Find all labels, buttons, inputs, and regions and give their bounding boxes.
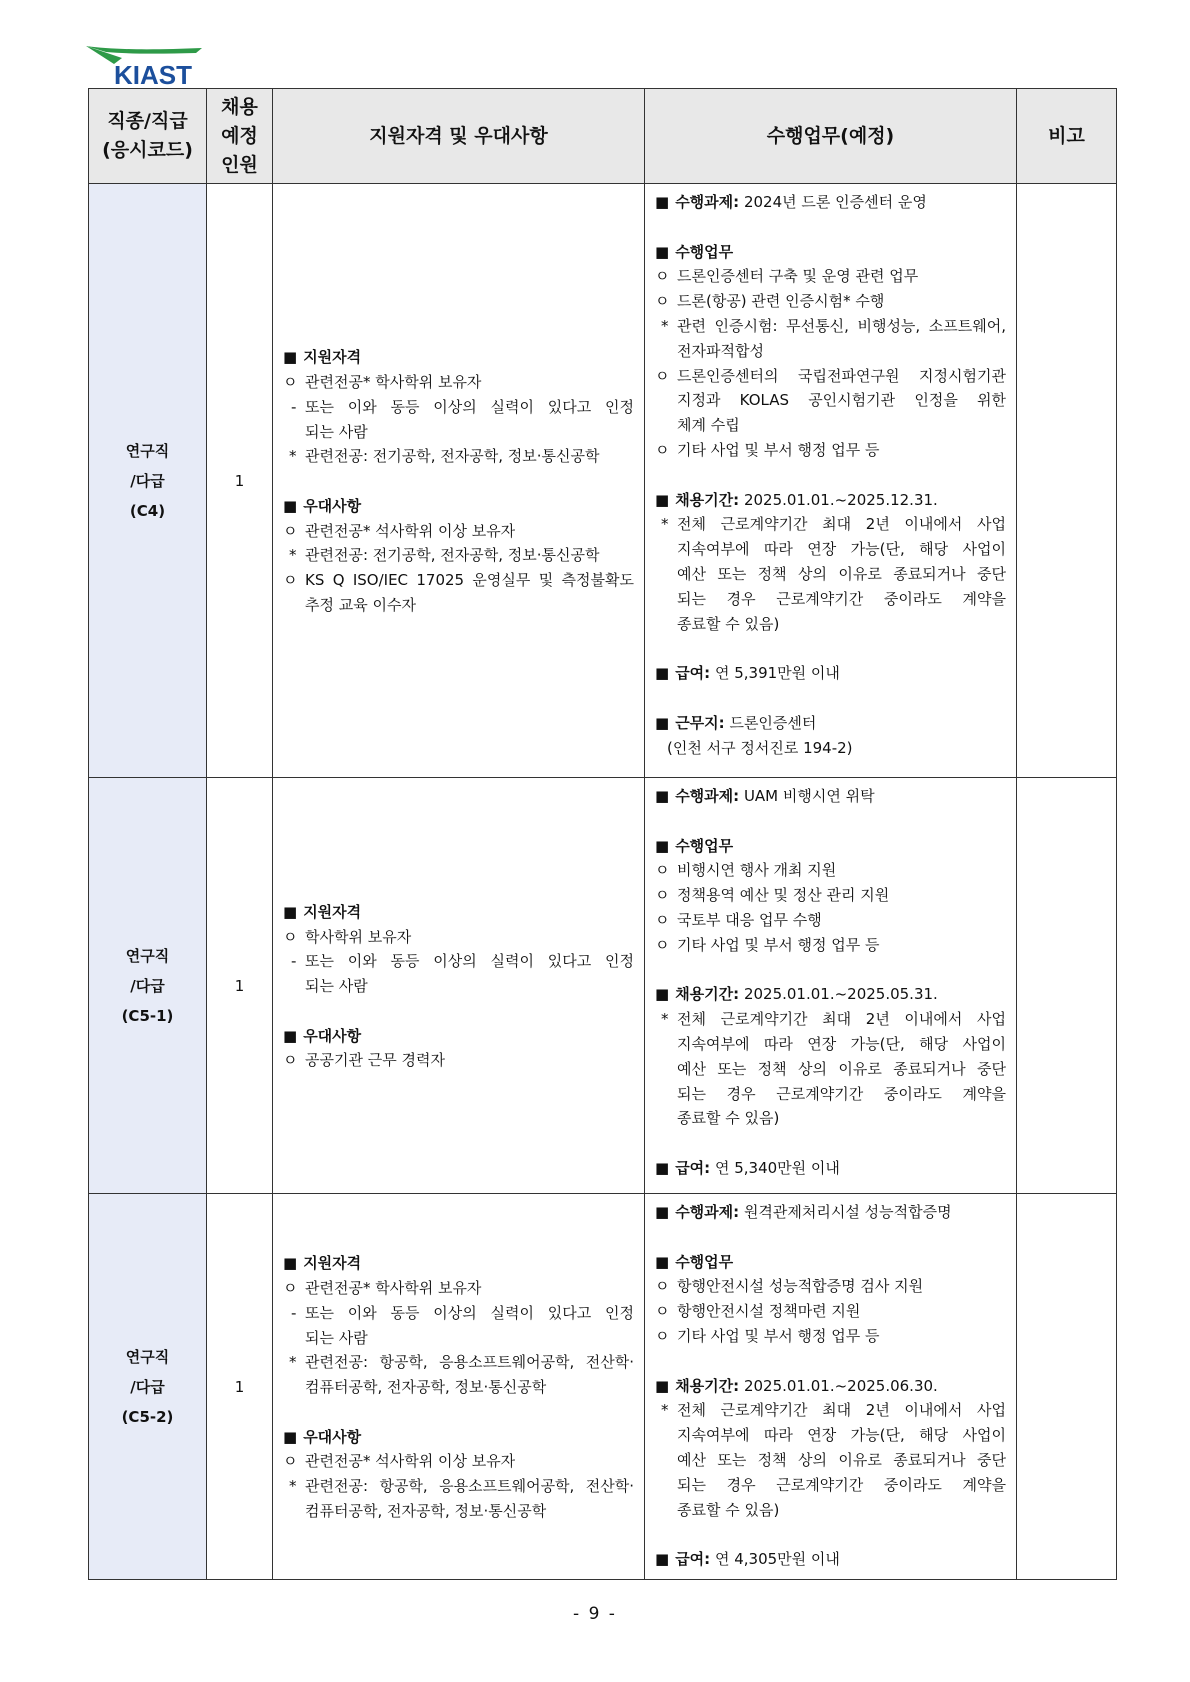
list-item-continued: 체계 수립 bbox=[677, 416, 740, 435]
square-bullet-icon: ■ bbox=[283, 1254, 298, 1273]
pay-line: ■ 급여: 연 5,340만원 이내 bbox=[655, 1158, 840, 1177]
period-note-continued: 종료할 수 있음) bbox=[677, 614, 780, 633]
job-table bbox=[88, 88, 1117, 1580]
application-code: (C5-1) bbox=[121, 1006, 174, 1025]
application-code: (C5-2) bbox=[121, 1407, 174, 1426]
list-item: 국토부 대응 업무 수행 bbox=[677, 910, 822, 929]
list-item-continued: 되는 사람 bbox=[305, 422, 368, 441]
list-item: 관련전공* 학사학위 보유자 bbox=[305, 372, 482, 391]
kiast-logo bbox=[84, 44, 204, 86]
position-code-cell bbox=[89, 1194, 207, 1580]
list-note-continued: 컴퓨터공학, 전자공학, 정보·통신공학 bbox=[305, 1378, 547, 1397]
dash-bullet-icon: - bbox=[291, 952, 297, 971]
list-item: 드론(항공) 관련 인증시험* 수행 bbox=[677, 292, 885, 311]
list-item-continued: 추정 교육 이수자 bbox=[305, 596, 416, 615]
asterisk-icon: * bbox=[661, 316, 669, 335]
square-bullet-icon: ■ bbox=[655, 242, 670, 261]
list-item: 또는 이와 동등 이상의 실력이 있다고 인정 bbox=[305, 397, 634, 416]
list-item: 비행시연 행사 개최 지원 bbox=[677, 861, 837, 880]
period-note: 전체 근로계약기간 최대 2년 이내에서 사업 bbox=[677, 1401, 1006, 1420]
period-note-continued: 되는 경우 근로계약기간 중이라도 계약을 bbox=[677, 1084, 1006, 1103]
header-duties: 수행업무(예정) bbox=[645, 89, 1017, 184]
qualifications-cell bbox=[273, 778, 645, 1194]
square-bullet-icon: ■ bbox=[283, 496, 298, 515]
position-code-cell bbox=[89, 184, 207, 778]
remarks-cell bbox=[1017, 778, 1117, 1194]
header-headcount-2: 예정 bbox=[221, 124, 258, 147]
task-line: ■ 수행과제: 2024년 드론 인증센터 운영 bbox=[655, 193, 927, 211]
list-item: 학사학위 보유자 bbox=[305, 927, 412, 946]
section-heading: ■ 지원자격 bbox=[283, 902, 362, 921]
period-note-continued: 예산 또는 정책 상의 이유로 종료되거나 중단 bbox=[677, 564, 1006, 583]
section-heading: ■ 지원자격 bbox=[283, 348, 362, 367]
circle-bullet-icon: ㅇ bbox=[655, 292, 670, 311]
asterisk-icon: * bbox=[289, 546, 297, 565]
header-remarks: 비고 bbox=[1017, 89, 1117, 184]
list-item: 기타 사업 및 부서 행정 업무 등 bbox=[677, 1326, 880, 1345]
list-item-continued: 되는 사람 bbox=[305, 1328, 368, 1347]
header-headcount-1: 채용 bbox=[221, 95, 258, 118]
remarks-cell bbox=[1017, 1194, 1117, 1580]
position-name: 연구직 bbox=[125, 946, 170, 965]
asterisk-icon: * bbox=[289, 1353, 297, 1372]
circle-bullet-icon: ㅇ bbox=[655, 910, 670, 929]
circle-bullet-icon: ㅇ bbox=[283, 1452, 298, 1471]
list-note-continued: 컴퓨터공학, 전자공학, 정보·통신공학 bbox=[305, 1502, 547, 1521]
period-note-continued: 지속여부에 따라 연장 가능(단, 해당 사업이 bbox=[677, 1426, 1006, 1445]
circle-bullet-icon: ㅇ bbox=[655, 1302, 670, 1321]
list-item: 또는 이와 동등 이상의 실력이 있다고 인정 bbox=[305, 1303, 634, 1322]
period-line: ■ 채용기간: 2025.01.01.~2025.05.31. bbox=[655, 985, 938, 1004]
list-item: 관련전공* 학사학위 보유자 bbox=[305, 1278, 482, 1297]
list-item: 기타 사업 및 부서 행정 업무 등 bbox=[677, 935, 880, 954]
application-code: (C4) bbox=[129, 501, 166, 520]
list-item-continued: 지정과 KOLAS 공인시험기관 인정을 위한 bbox=[677, 391, 1006, 410]
circle-bullet-icon: ㅇ bbox=[283, 1051, 298, 1070]
table-header-row bbox=[89, 89, 1117, 184]
header-position: 직종/직급 bbox=[107, 110, 188, 132]
kiast-logo-mark bbox=[84, 44, 204, 86]
duties-cell bbox=[645, 1194, 1017, 1580]
square-bullet-icon: ■ bbox=[655, 1550, 670, 1569]
square-bullet-icon: ■ bbox=[655, 1203, 670, 1221]
square-bullet-icon: ■ bbox=[655, 1252, 670, 1271]
circle-bullet-icon: ㅇ bbox=[283, 1278, 298, 1297]
qualifications-cell bbox=[273, 184, 645, 778]
list-note: 관련전공: 전기공학, 전자공학, 정보·통신공학 bbox=[305, 447, 600, 466]
circle-bullet-icon: ㅇ bbox=[283, 372, 298, 391]
period-note-continued: 예산 또는 정책 상의 이유로 종료되거나 중단 bbox=[677, 1059, 1006, 1078]
asterisk-icon: * bbox=[661, 1010, 669, 1029]
dash-bullet-icon: - bbox=[291, 1303, 297, 1322]
section-heading: ■ 지원자격 bbox=[283, 1254, 362, 1273]
header-position-code bbox=[89, 89, 207, 184]
period-note: 전체 근로계약기간 최대 2년 이내에서 사업 bbox=[677, 515, 1006, 534]
square-bullet-icon: ■ bbox=[283, 1026, 298, 1045]
position-name: 연구직 bbox=[125, 1347, 170, 1366]
asterisk-icon: * bbox=[289, 1477, 297, 1496]
square-bullet-icon: ■ bbox=[655, 787, 670, 805]
page-number: - 9 - bbox=[573, 1604, 617, 1624]
list-item: 항행안전시설 성능적합증명 검사 지원 bbox=[677, 1277, 924, 1296]
table-row bbox=[89, 184, 1117, 778]
asterisk-icon: * bbox=[661, 515, 669, 534]
square-bullet-icon: ■ bbox=[283, 348, 298, 367]
period-note-continued: 지속여부에 따라 연장 가능(단, 해당 사업이 bbox=[677, 540, 1006, 559]
period-note-continued: 종료할 수 있음) bbox=[677, 1109, 780, 1128]
circle-bullet-icon: ㅇ bbox=[283, 571, 298, 590]
square-bullet-icon: ■ bbox=[655, 664, 670, 683]
period-note: 전체 근로계약기간 최대 2년 이내에서 사업 bbox=[677, 1010, 1006, 1029]
list-item: KS Q ISO/IEC 17025 운영실무 및 측정불확도 bbox=[305, 571, 634, 590]
position-name: 연구직 bbox=[125, 441, 170, 460]
circle-bullet-icon: ㅇ bbox=[283, 927, 298, 946]
period-line: ■ 채용기간: 2025.01.01.~2025.12.31. bbox=[655, 490, 938, 509]
header-headcount bbox=[207, 89, 273, 184]
circle-bullet-icon: ㅇ bbox=[655, 267, 670, 286]
list-item: 드론인증센터 구축 및 운영 관련 업무 bbox=[677, 267, 919, 286]
task-line: ■ 수행과제: UAM 비행시연 위탁 bbox=[655, 787, 875, 805]
list-item: 항행안전시설 정책마련 지원 bbox=[677, 1302, 861, 1321]
period-note-continued: 지속여부에 따라 연장 가능(단, 해당 사업이 bbox=[677, 1034, 1006, 1053]
table-row bbox=[89, 1194, 1117, 1580]
section-heading: ■ 수행업무 bbox=[655, 242, 734, 261]
circle-bullet-icon: ㅇ bbox=[655, 366, 670, 385]
circle-bullet-icon: ㅇ bbox=[655, 1326, 670, 1345]
location-line: ■ 근무지: 드론인증센터 bbox=[655, 713, 817, 732]
qualifications-cell bbox=[273, 1194, 645, 1580]
square-bullet-icon: ■ bbox=[655, 836, 670, 855]
list-item: 드론인증센터의 국립전파연구원 지정시험기관 bbox=[677, 366, 1006, 385]
square-bullet-icon: ■ bbox=[283, 902, 298, 921]
period-note-continued: 예산 또는 정책 상의 이유로 종료되거나 중단 bbox=[677, 1450, 1006, 1469]
asterisk-icon: * bbox=[661, 1401, 669, 1420]
section-heading: ■ 수행업무 bbox=[655, 836, 734, 855]
circle-bullet-icon: ㅇ bbox=[283, 521, 298, 540]
task-line: ■ 수행과제: 원격관제처리시설 성능적합증명 bbox=[655, 1203, 952, 1221]
list-note: 관련전공: 항공학, 응용소프트웨어공학, 전산학· bbox=[305, 1353, 634, 1372]
square-bullet-icon: ■ bbox=[655, 490, 670, 509]
table-row bbox=[89, 778, 1117, 1194]
logo-text: KIAST bbox=[114, 60, 192, 86]
period-note-continued: 되는 경우 근로계약기간 중이라도 계약을 bbox=[677, 589, 1006, 608]
circle-bullet-icon: ㅇ bbox=[655, 935, 670, 954]
duties-cell bbox=[645, 778, 1017, 1194]
square-bullet-icon: ■ bbox=[655, 1376, 670, 1395]
list-note: 관련 인증시험: 무선통신, 비행성능, 소프트웨어, bbox=[677, 316, 1006, 335]
dash-bullet-icon: - bbox=[291, 397, 297, 416]
square-bullet-icon: ■ bbox=[655, 1158, 670, 1177]
headcount-cell: 1 bbox=[207, 778, 273, 1194]
pay-line: ■ 급여: 연 4,305만원 이내 bbox=[655, 1550, 840, 1569]
square-bullet-icon: ■ bbox=[655, 713, 670, 732]
period-line: ■ 채용기간: 2025.01.01.~2025.06.30. bbox=[655, 1376, 938, 1395]
header-code: (응시코드) bbox=[102, 139, 193, 161]
pay-line: ■ 급여: 연 5,391만원 이내 bbox=[655, 664, 840, 683]
position-grade: /다급 bbox=[130, 976, 165, 995]
list-note-continued: 전자파적합성 bbox=[677, 341, 764, 360]
remarks-cell bbox=[1017, 184, 1117, 778]
headcount-cell: 1 bbox=[207, 1194, 273, 1580]
position-grade: /다급 bbox=[130, 471, 165, 490]
list-item: 관련전공* 석사학위 이상 보유자 bbox=[305, 521, 516, 540]
headcount-cell: 1 bbox=[207, 184, 273, 778]
location-address: (인천 서구 정서진로 194-2) bbox=[667, 738, 853, 757]
list-item: 관련전공* 석사학위 이상 보유자 bbox=[305, 1452, 516, 1471]
section-heading: ■ 우대사항 bbox=[283, 1026, 362, 1045]
list-item-continued: 되는 사람 bbox=[305, 977, 368, 996]
position-grade: /다급 bbox=[130, 1377, 165, 1396]
header-headcount-3: 인원 bbox=[221, 153, 258, 176]
circle-bullet-icon: ㅇ bbox=[655, 861, 670, 880]
section-heading: ■ 우대사항 bbox=[283, 496, 362, 515]
period-note-continued: 종료할 수 있음) bbox=[677, 1500, 780, 1519]
circle-bullet-icon: ㅇ bbox=[655, 440, 670, 459]
square-bullet-icon: ■ bbox=[283, 1427, 298, 1446]
period-note-continued: 되는 경우 근로계약기간 중이라도 계약을 bbox=[677, 1475, 1006, 1494]
square-bullet-icon: ■ bbox=[655, 985, 670, 1004]
list-item: 공공기관 근무 경력자 bbox=[305, 1051, 445, 1070]
square-bullet-icon: ■ bbox=[655, 193, 670, 211]
list-note: 관련전공: 전기공학, 전자공학, 정보·통신공학 bbox=[305, 546, 600, 565]
header-qualifications: 지원자격 및 우대사항 bbox=[273, 89, 645, 184]
circle-bullet-icon: ㅇ bbox=[655, 1277, 670, 1296]
list-item: 정책용역 예산 및 정산 관리 지원 bbox=[677, 886, 890, 905]
asterisk-icon: * bbox=[289, 447, 297, 466]
circle-bullet-icon: ㅇ bbox=[655, 886, 670, 905]
list-item: 또는 이와 동등 이상의 실력이 있다고 인정 bbox=[305, 952, 634, 971]
list-item: 기타 사업 및 부서 행정 업무 등 bbox=[677, 440, 880, 459]
duties-cell bbox=[645, 184, 1017, 778]
list-note: 관련전공: 항공학, 응용소프트웨어공학, 전산학· bbox=[305, 1477, 634, 1496]
section-heading: ■ 우대사항 bbox=[283, 1427, 362, 1446]
section-heading: ■ 수행업무 bbox=[655, 1252, 734, 1271]
position-code-cell bbox=[89, 778, 207, 1194]
